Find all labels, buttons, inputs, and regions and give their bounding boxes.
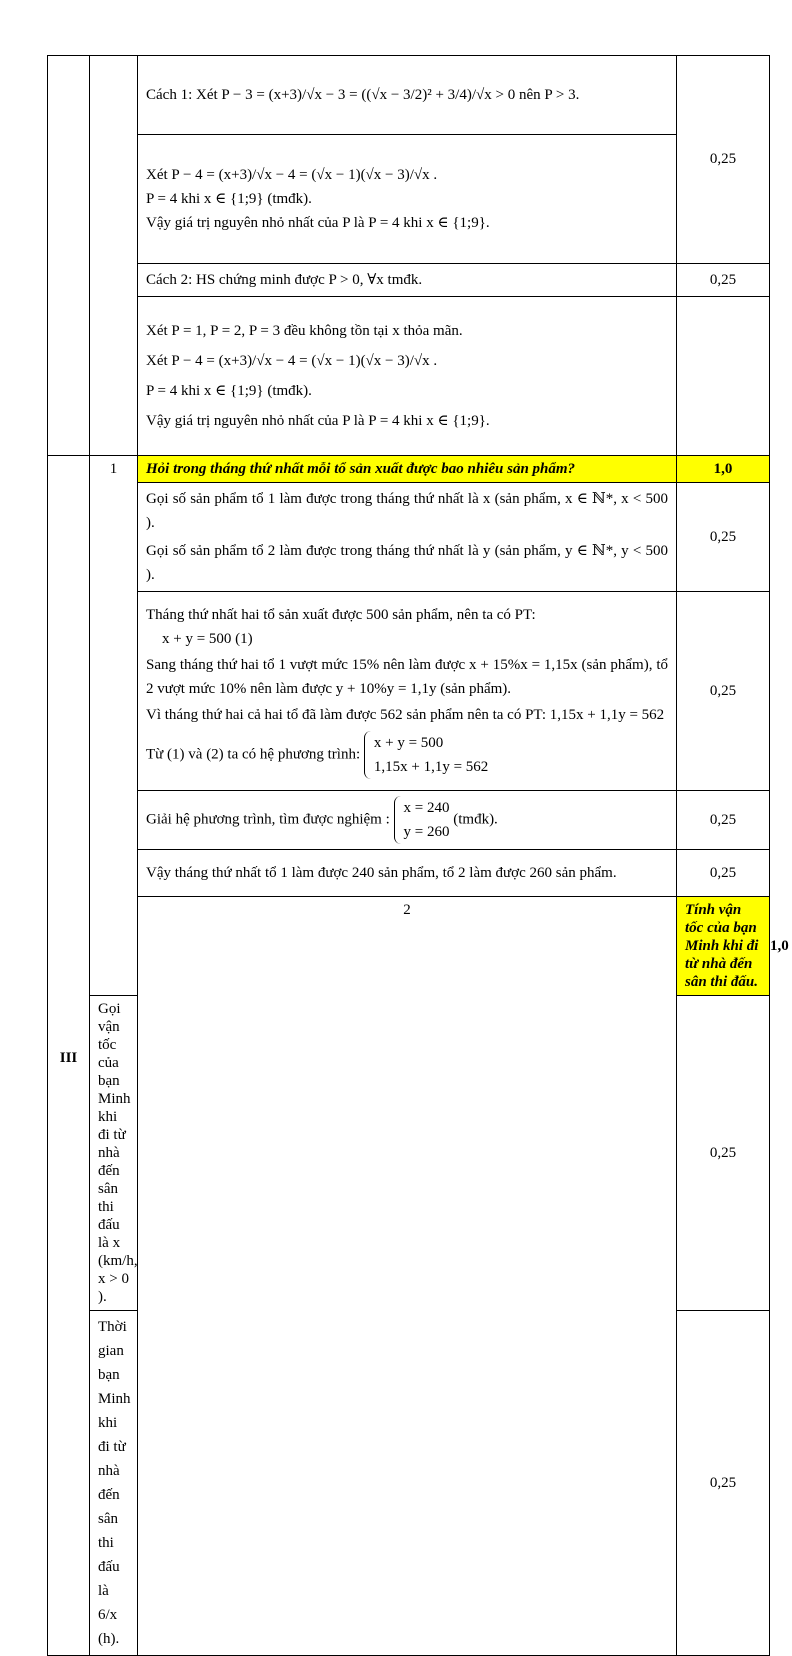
variable-x-text: Gọi số sản phẩm tổ 1 làm được trong tháng thứ nhất là x (sản phẩm, x ∈ ℕ*, x < 500 ). xyxy=(146,491,668,531)
equation-intro: Tháng thứ nhất hai tổ sản xuất được 500 sản phẩm, nên ta có PT: xyxy=(146,607,536,623)
question-score: 1,0 xyxy=(677,456,770,483)
equations-cell xyxy=(138,592,677,791)
method2-text: Cách 2: HS chứng minh được P > 0, ∀x tmđk. xyxy=(146,272,423,288)
equation-2-text: Vì tháng thứ hai cả hai tổ đã làm được 562 sản phẩm nên ta có PT: 1,15x + 1,1y = 562 xyxy=(146,707,665,723)
p4-condition: P = 4 khi x ∈ {1;9} (tmđk). xyxy=(146,191,312,207)
conclusion-cell: Vậy tháng thứ nhất tổ 1 làm được 240 sản phẩm, tổ 2 làm được 260 sản phẩm. xyxy=(138,850,677,897)
brace-icon xyxy=(394,796,401,844)
section-label: III xyxy=(48,456,90,1656)
system-label: Từ (1) và (2) ta có hệ phương trình: xyxy=(146,746,361,763)
table-row: 2 Tính vận tốc của bạn Minh khi đi từ nhà đến sân thi đấu. 1,0 xyxy=(48,897,770,996)
section-cell-empty xyxy=(48,56,90,456)
time-cell: Thời gian bạn Minh khi đi từ nhà đến sân thi đấu là 6/x (h). xyxy=(90,1311,138,1656)
table-row xyxy=(48,850,770,897)
score-cell: 0,25 xyxy=(677,483,770,592)
p4-expression-b: Xét P − 4 = (x+3)/√x − 4 = (√x − 1)(√x − 3)/√x . xyxy=(146,353,438,369)
velocity-cell: Gọi vận tốc của bạn Minh khi đi từ nhà đến sân thi đấu là x (km/h, x > 0 ). xyxy=(90,996,138,1311)
question-number: 1 xyxy=(90,456,138,996)
solution-label: Giải hệ phương trình, tìm được nghiệm : xyxy=(146,811,390,828)
question-number: 2 xyxy=(138,897,677,1656)
method1-cell xyxy=(138,56,677,135)
table-row xyxy=(48,456,770,483)
p4-cell xyxy=(138,135,677,264)
method2-cell xyxy=(138,264,677,297)
score-cell: 0,25 xyxy=(677,264,770,297)
score-cell: 0,25 xyxy=(677,56,770,264)
p4-condition-b: P = 4 khi x ∈ {1;9} (tmđk). xyxy=(146,383,312,399)
table-row xyxy=(48,483,770,592)
solution-x: x = 240 xyxy=(403,800,450,816)
score-cell: 0,25 xyxy=(677,1311,770,1656)
equation-1: x + y = 500 (1) xyxy=(162,631,253,647)
p4-expression: Xét P − 4 = (x+3)/√x − 4 = (√x − 1)(√x − 3)/√x . xyxy=(146,167,438,183)
month2-text: Sang tháng thứ hai tổ 1 vượt mức 15% nên làm được x + 15%x = 1,15x (sản phẩm), tổ 2 vượt mức 10% nên làm được y + 10%y = 1,1y (sản phẩm). xyxy=(146,657,668,697)
system-eq-1: x + y = 500 xyxy=(373,735,444,751)
p123-text: Xét P = 1, P = 2, P = 3 đều không tồn tại x thỏa mãn. xyxy=(146,323,463,339)
score-cell: 0,25 xyxy=(677,850,770,897)
score-cell: 0,25 xyxy=(677,996,770,1311)
question-title: Hỏi trong tháng thứ nhất mỗi tổ sản xuất được bao nhiêu sản phẩm? xyxy=(138,456,677,483)
brace-icon xyxy=(364,731,371,779)
system-row xyxy=(146,731,668,779)
method1-text: Cách 1: Xét P − 3 = (x+3)/√x − 3 = ((√x − 3/2)² + 3/4)/√x > 0 nên P > 3. xyxy=(146,87,580,103)
min-value-text: Vậy giá trị nguyên nhỏ nhất của P là P = 4 khi x ∈ {1;9}. xyxy=(146,215,490,231)
solution-tail: (tmđk). xyxy=(453,811,498,828)
score-cell-empty xyxy=(677,297,770,456)
score-cell: 0,25 xyxy=(677,592,770,791)
variable-y-text: Gọi số sản phẩm tổ 2 làm được trong tháng thứ nhất là y (sản phẩm, y ∈ ℕ*, y < 500 ). xyxy=(146,543,668,583)
table-row xyxy=(48,297,770,456)
table-row xyxy=(48,592,770,791)
table-row xyxy=(48,56,770,135)
table-row xyxy=(48,264,770,297)
answer-table xyxy=(47,55,789,1656)
variables-cell xyxy=(138,483,677,592)
solution-system xyxy=(394,796,450,844)
table-row xyxy=(48,135,770,264)
score-cell: 0,25 xyxy=(677,791,770,850)
table-row xyxy=(48,791,770,850)
solution-y: y = 260 xyxy=(403,824,450,840)
min-value-text-b: Vậy giá trị nguyên nhỏ nhất của P là P = 4 khi x ∈ {1;9}. xyxy=(146,413,490,429)
equation-system xyxy=(364,731,488,779)
method2-detail-cell xyxy=(138,297,677,456)
solution-cell xyxy=(138,791,677,850)
question-title: Tính vận tốc của bạn Minh khi đi từ nhà đến sân thi đấu. xyxy=(677,897,770,996)
system-eq-2: 1,15x + 1,1y = 562 xyxy=(373,759,489,775)
question-cell-empty xyxy=(90,56,138,456)
